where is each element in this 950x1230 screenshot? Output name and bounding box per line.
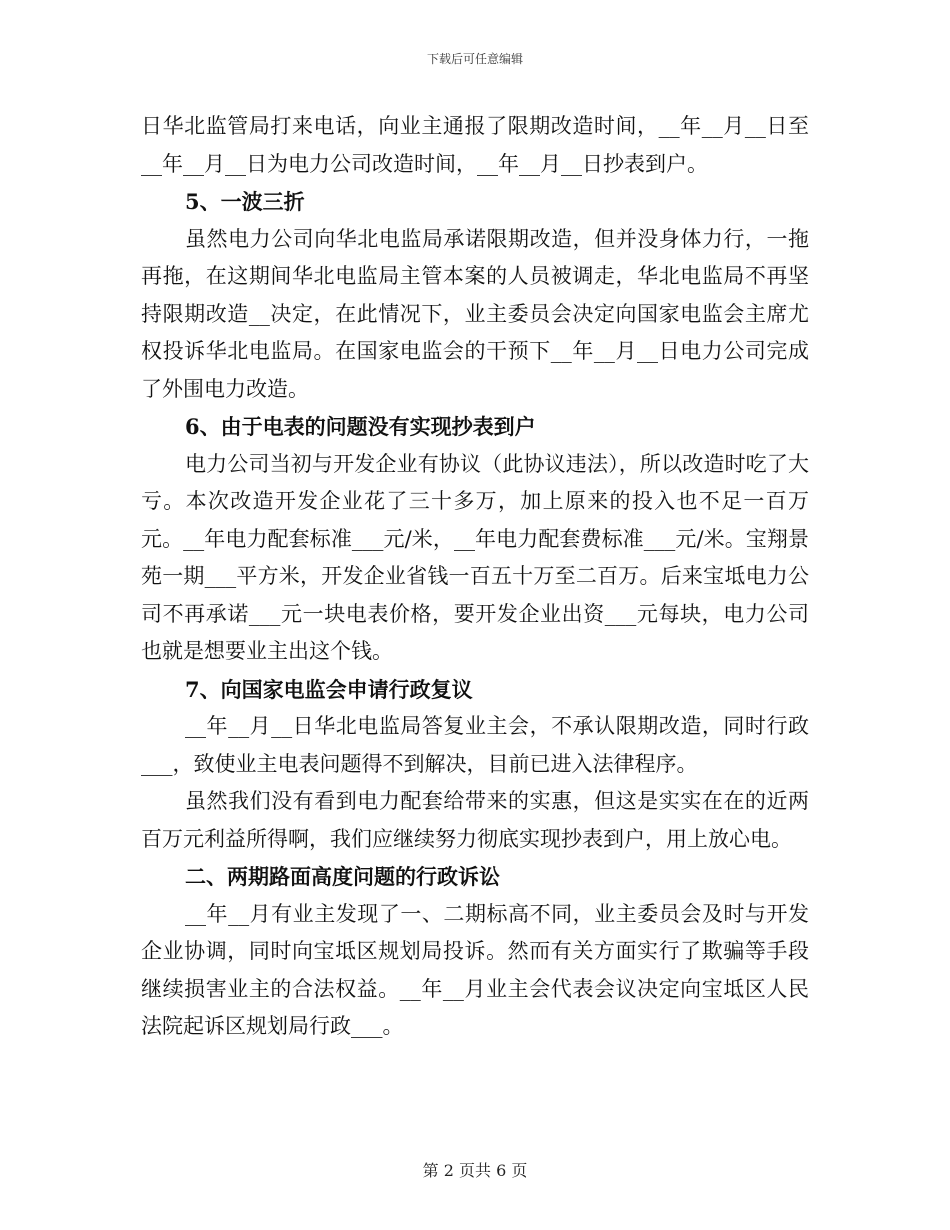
page-header: 下载后可任意编辑	[426, 52, 523, 66]
paragraph-section-6: 电力公司当初与开发企业有协议（此协议违法），所以改造时吃了大亏。本次改造开发企业花了三十多万，加上原来的投入也不足一百万元。__年电力配套标准___元/米，__年电力配套费标准___元/米。宝翔景苑一期___平方米，开发企业省钱一百五十万至二百万。后来宝坻电力公司不再承诺___元一块电表价格，要开发企业出资___元每块，电力公司也就是想要业主出这个钱。	[141, 451, 809, 663]
document-body	[141, 108, 809, 1046]
paragraph-section-7-a: __年__月__日华北电监局答复业主会，不承认限期改造，同时行政___，致使业主电表问题得不到解决，目前已进入法律程序。	[141, 714, 809, 776]
paragraph-section-two: __年__月有业主发现了一、二期标高不同，业主委员会及时与开发企业协调，同时向宝坻区规划局投诉。然而有关方面实行了欺骗等手段继续损害业主的合法权益。__年__月业主会代表会议决定向宝坻区人民法院起诉区规划局行政___。	[141, 901, 809, 1038]
paragraph-section-5: 虽然电力公司向华北电监局承诺限期改造，但并没身体力行，一拖再拖，在这期间华北电监局主管本案的人员被调走，华北电监局不再坚持限期改造__决定，在此情况下，业主委员会决定向国家电监会主席尤权投诉华北电监局。在国家电监会的干预下__年__月__日电力公司完成了外围电力改造。	[141, 226, 809, 401]
page-footer: 第 2 页共 6 页	[422, 1161, 528, 1180]
section-heading-7: 7、向国家电监会申请行政复议	[185, 676, 473, 702]
paragraph-section-7-b: 虽然我们没有看到电力配套给带来的实惠，但这是实实在在的近两百万元利益所得啊，我们应继续努力彻底实现抄表到户，用上放心电。	[141, 789, 809, 851]
section-heading-5: 5、一波三折	[185, 189, 305, 214]
section-heading-two: 二、两期路面高度问题的行政诉讼	[185, 864, 500, 889]
paragraph-continuation: 日华北监管局打来电话，向业主通报了限期改造时间，__年__月__日至__年__月__日为电力公司改造时间，__年__月__日抄表到户。	[141, 114, 809, 176]
section-heading-6: 6、由于电表的问题没有实现抄表到户	[185, 414, 536, 439]
